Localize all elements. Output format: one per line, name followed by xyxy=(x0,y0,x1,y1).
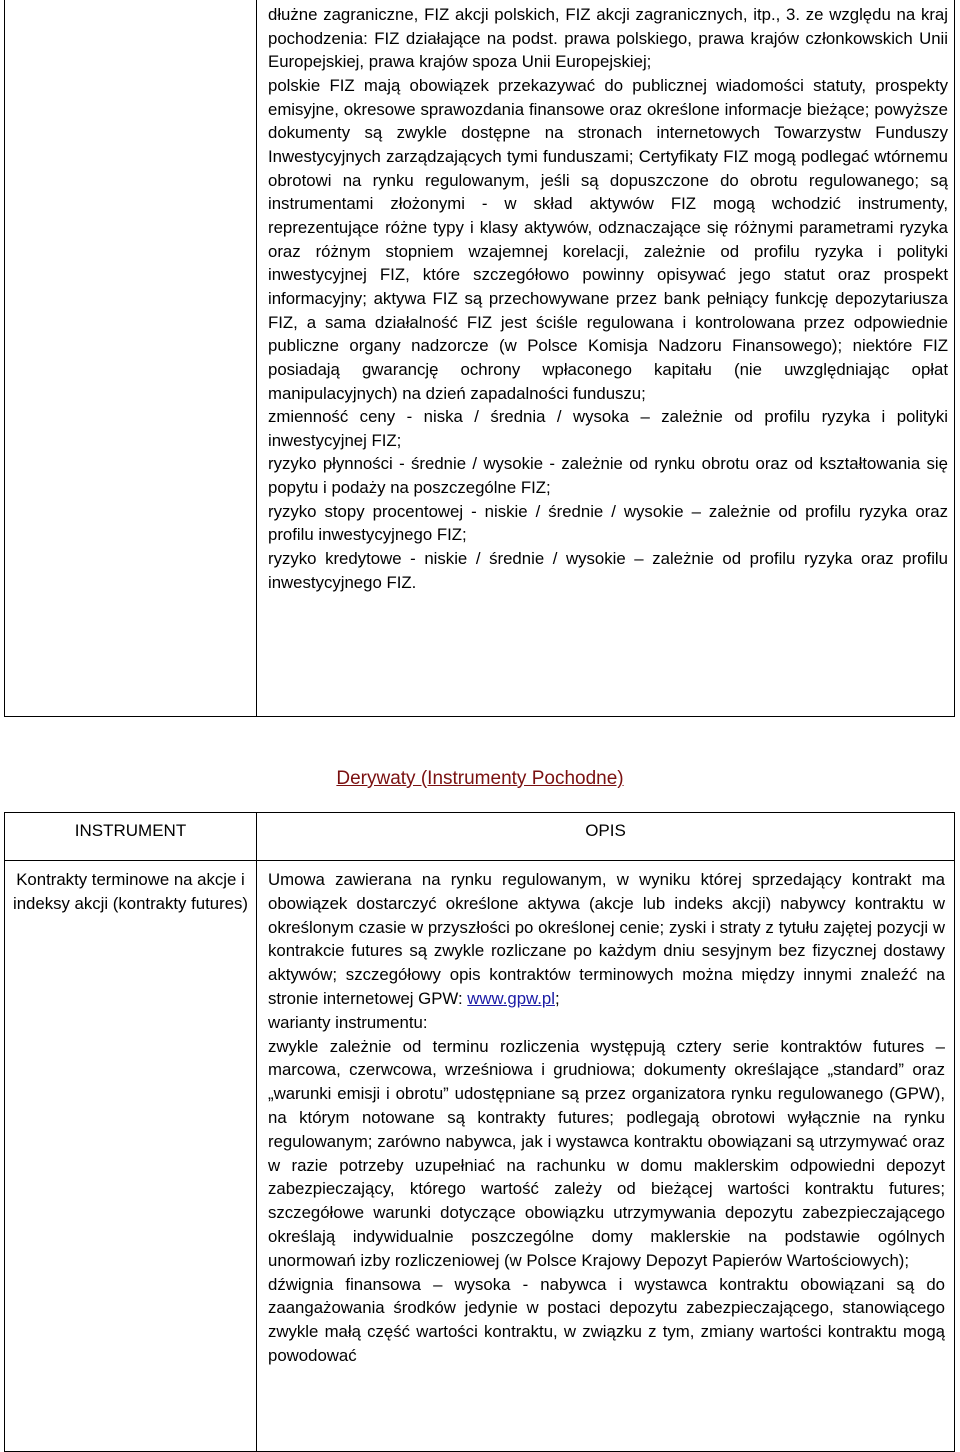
fiz-paragraph: polskie FIZ mają obowiązek przekazywać do publicznej wiadomości statuty, prospekty emisyjne, okresowe sprawozdania finansowe oraz określone informacje bieżące; powyższe dokumenty są zwykle dostępne na stronach internetowych Towarzystw Funduszy Inwestycyjnych zarządzających tymi funduszami; Certyfikaty FIZ mogą podlegać wtórnemu obrotowi na rynku regulowanym, jeśli są dopuszczone do obrotu regulowanego; są instrumentami złożonymi - w skład aktywów FIZ mogą wchodzić instrumenty, reprezentujące różne typy i klasy aktywów, odznaczające się różnymi parametrami ryzyka oraz różnym stopniem wzajemnej korelacji, zależnie od profilu ryzyka i polityki inwestycyjnej FIZ, które szczegółowo powinny opisywać jego statut oraz prospekt informacyjny; aktywa FIZ są przechowywane przez bank pełniący funkcję depozytariusza FIZ, a sama działalność FIZ jest ściśle regulowana i kontrolowana przez odpowiednie publiczne organy nadzorcze (w Polsce Komisja Nadzoru Finansowego); niektóre FIZ posiadają gwarancję ochrony wpłaconego kapitału (nie uwzględniając opłat manipulacyjnych) na dzień zapadalności funduszu; xyxy=(268,75,948,403)
fiz-paragraph: ryzyko stopy procentowej - niskie / średnie / wysokie – zależnie od profilu ryzyka oraz profilu inwestycyjnego FIZ; xyxy=(268,501,948,545)
fiz-description-cell xyxy=(268,3,948,594)
fiz-paragraph: zmienność ceny - niska / średnia / wysoka – zależnie od profilu ryzyka i polityki inwestycyjnej FIZ; xyxy=(268,407,948,450)
fiz-description-table xyxy=(4,0,955,717)
description-leverage: dźwignia finansowa – wysoka - nabywca i wystawca kontraktu obowiązani są do zaangażowania środków jedynie w postaci depozytu zabezpieczającego, stanowiącego zwykle małą część wartości kontraktu, w związku z tym, zmiany wartości kontraktu mogą powodować xyxy=(268,1274,945,1365)
header-opis: OPIS xyxy=(585,821,626,840)
fiz-paragraph: ryzyko płynności - średnie / wysokie - zależnie od rynku obrotu oraz od kształtowania się popytu i podaży na poszczególne FIZ; xyxy=(268,454,948,498)
fiz-paragraph: dłużne zagraniczne, FIZ akcji polskich, FIZ akcji zagranicznych, itp., 3. ze względu na kraj pochodzenia: FIZ działające na podst. prawa polskiego, prawa krajów członkowskich Unii Europejskiej, prawa krajów spoza Unii Europejskiej; xyxy=(268,5,948,72)
description-intro xyxy=(268,868,945,1011)
column-divider xyxy=(256,0,257,716)
description-variants: zwykle zależnie od terminu rozliczenia występują cztery serie kontraktów futures – marcowa, czerwcowa, wrześniowa i grudniowa; dokumenty określające „standard” oraz „warunki emisji i obrotu” udostępniane są przez organizatora rynku regulowanego (GPW), na którym notowane są kontrakty futures; podlegają obrotowi wyłącznie na rynku regulowanym; zarówno nabywca, jak i wystawca kontraktu obowiązani są utrzymywać oraz w razie potrzeby uzupełniać na rachunku w domu maklerskim odpowiedni depozyt zabezpieczający, którego wartość zależy od bieżącej wartości kontraktu futures; szczegółowe warunki dotyczące obowiązku utrzymywania depozytu zabezpieczającego określają indywidualnie poszczególne domy maklerskie na podstawie ogólnych unormowań izby rozliczeniowej (w Polsce Krajowy Depozyt Papierów Wartościowych); xyxy=(268,1036,945,1270)
variants-label: warianty instrumentu: xyxy=(268,1012,428,1032)
gpw-link[interactable]: www.gpw.pl xyxy=(467,988,555,1008)
derivatives-table xyxy=(4,812,955,1452)
fiz-paragraph: ryzyko kredytowe - niskie / średnie / wysokie – zależnie od profilu ryzyka oraz profilu inwestycyjnego FIZ. xyxy=(268,549,948,592)
instrument-name: Kontrakty terminowe na akcje i indeksy akcji (kontrakty futures) xyxy=(12,870,249,913)
description-intro-text: Umowa zawierana na rynku regulowanym, w wyniku której sprzedający kontrakt ma obowiązek dostarczyć określone aktywa (akcje lub indeks akcji) nabywcy kontraktu w określonym czasie w przyszłości po określonej cenie; zyski i straty z tytułu zajętej pozycji w kontrakcie futures są zwykle rozliczane po każdym dniu sesyjnym bez fizycznej dostawy aktywów; szczegółowy opis kontraktów terminowych można między innymi znaleźć na stronie internetowej GPW: xyxy=(268,870,945,1008)
header-instrument: INSTRUMENT xyxy=(74,821,187,840)
section-title: Derywaty (Instrumenty Pochodne) xyxy=(336,768,624,789)
column-divider xyxy=(256,813,257,1451)
instrument-description xyxy=(268,868,945,1368)
header-divider xyxy=(5,860,954,861)
link-suffix: ; xyxy=(554,988,560,1008)
